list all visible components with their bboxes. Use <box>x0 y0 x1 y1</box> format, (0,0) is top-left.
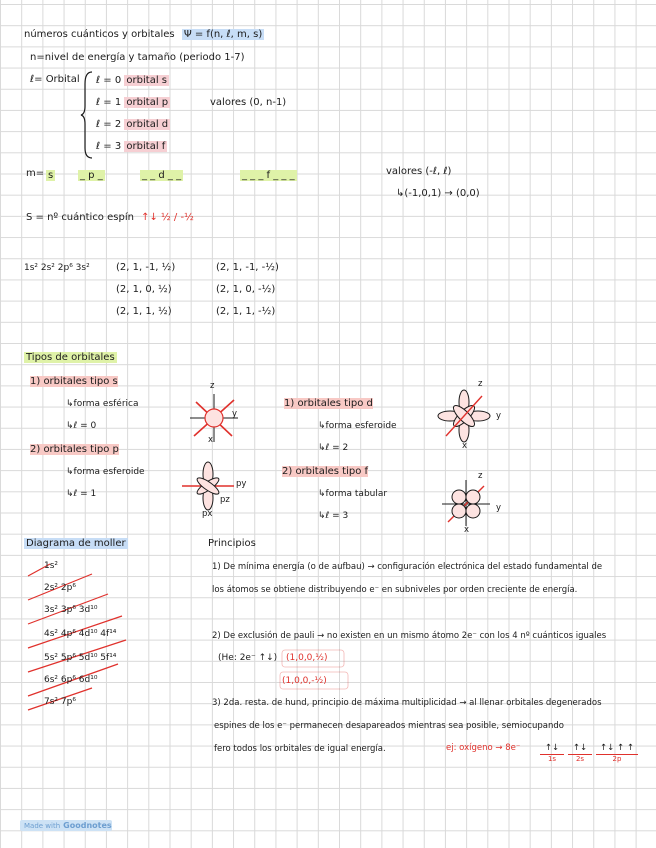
l-brace <box>80 70 94 160</box>
l-item-3: ℓ = 3 orbital f <box>96 141 166 152</box>
orbital-p-axis-py: py <box>236 479 247 489</box>
orbital-p-axis-px: px <box>202 509 213 519</box>
principios-title: Principios <box>208 538 256 549</box>
orbital-s-l: ↳ℓ = 0 <box>66 421 97 431</box>
moller-row-2: 3s² 3p⁶ 3d¹⁰ <box>44 605 98 615</box>
l-item-0: ℓ = 0 orbital s <box>96 75 167 86</box>
orbital-s-axis-z: z <box>210 381 215 391</box>
principio-2-brackets <box>280 648 360 692</box>
moller-row-4: 5s² 5p⁶ 5d¹⁰ 5f¹⁴ <box>44 653 117 663</box>
tipos-title: Tipos de orbitales <box>26 352 115 363</box>
oxygen-box-2s: ↑↓ 2s <box>568 742 592 764</box>
orbital-p-axis-pz: pz <box>220 495 230 505</box>
orbital-s-axis-y: y <box>232 409 238 419</box>
m-values: valores (-ℓ, ℓ) <box>386 166 452 177</box>
orbital-f-diagram <box>438 478 494 528</box>
oxygen-box-2p: ↑↓ ↑ ↑ 2p <box>596 742 638 764</box>
moller-row-5: 6s² 6p⁶ 6d¹⁰ <box>44 675 98 685</box>
orbital-f-l: ↳ℓ = 3 <box>318 511 349 521</box>
m-group-d: _ _ d _ _ <box>142 170 182 181</box>
orbital-s-axis-x: x <box>208 435 214 445</box>
principio-2: 2) De exclusión de pauli → no existen en un mismo átomo 2e⁻ con los 4 nº cuánticos iguales <box>212 631 607 641</box>
orbital-d-diagram <box>436 386 492 446</box>
principio-3-line-2: fero todos los orbitales de igual energía. <box>214 744 386 754</box>
m-group-p: _ p _ <box>80 170 103 181</box>
principio-3-line-1: espines de los e⁻ permanecen desapareados mientras sea posible, semiocupando <box>214 721 564 731</box>
oxygen-box-1s: ↑↓ 1s <box>540 742 564 764</box>
s-definition: S = nº cuántico espín ↑↓ ½ / -½ <box>26 212 194 223</box>
moller-row-3: 4s² 4p⁶ 4d¹⁰ 4f¹⁴ <box>44 629 117 639</box>
page-title <box>24 29 264 41</box>
principio-3-line-0: 3) 2da. resta. de hund, principio de máxima multiplicidad → al llenar orbitales degenerados <box>212 698 602 708</box>
m-example: ↳(-1,0,1) → (0,0) <box>396 188 480 199</box>
orbital-p-shape: ↳forma esferoide <box>66 467 145 477</box>
moller-row-6: 7s² 7p⁶ <box>44 697 76 707</box>
l-label: ℓ= Orbital <box>30 74 80 85</box>
orbital-f-axis-x: x <box>464 525 470 535</box>
orbital-d-l: ↳ℓ = 2 <box>318 443 349 453</box>
goodnotes-watermark: Made with Goodnotes <box>20 820 112 831</box>
orbital-d-title: 1) orbitales tipo d <box>284 398 373 409</box>
principio-2-example: (He: 2e⁻ ↑↓) <box>218 653 278 663</box>
l-item-2: ℓ = 2 orbital d <box>96 119 169 130</box>
orbital-p-title: 2) orbitales tipo p <box>30 444 119 455</box>
principio-2-set-1: (1,0,0,-½) <box>282 676 327 686</box>
principio-1-line-1: los átomos se obtiene distribuyendo e⁻ en subniveles por orden creciente de energía. <box>212 585 578 595</box>
l-item-1: ℓ = 1 orbital p <box>96 97 169 108</box>
principio-3-example: ej: oxígeno → 8e⁻ <box>446 743 521 753</box>
moller-row-0: 1s² <box>44 561 59 571</box>
orbital-s-shape: ↳forma esférica <box>66 399 139 409</box>
s-values: ↑↓ ½ / -½ <box>141 212 194 223</box>
quantum-set-left-0: (2, 1, -1, ½) <box>116 262 176 273</box>
orbital-d-axis-y: y <box>496 411 502 421</box>
electron-config: 1s² 2s² 2p⁶ 3s² <box>24 263 90 273</box>
title-text: números cuánticos y orbitales <box>24 29 175 40</box>
moller-title: Diagrama de moller <box>26 538 126 549</box>
orbital-d-axis-z: z <box>478 379 483 389</box>
quantum-set-right-2: (2, 1, 1, -½) <box>216 306 276 317</box>
title-formula: Ψ = f(n, ℓ, m, s) <box>183 29 263 40</box>
orbital-d-shape: ↳forma esferoide <box>318 421 397 431</box>
orbital-s-title: 1) orbitales tipo s <box>30 376 118 387</box>
orbital-f-shape: ↳forma tabular <box>318 489 388 499</box>
quantum-set-left-2: (2, 1, 1, ½) <box>116 306 172 317</box>
principio-2-set-0: (1,0,0,½) <box>286 653 328 663</box>
principio-1-line-0: 1) De mínima energía (o de aufbau) → configuración electrónica del estado fundamental de <box>212 562 603 572</box>
moller-row-1: 2s² 2p⁶ <box>44 583 76 593</box>
orbital-p-l: ↳ℓ = 1 <box>66 489 97 499</box>
quantum-set-left-1: (2, 1, 0, ½) <box>116 284 172 295</box>
orbital-d-axis-x: x <box>462 441 468 451</box>
m-label: m= <box>26 168 45 179</box>
m-group-f: _ _ _ f _ _ _ <box>242 170 295 181</box>
quantum-set-right-1: (2, 1, 0, -½) <box>216 284 276 295</box>
quantum-set-right-0: (2, 1, -1, -½) <box>216 262 279 273</box>
m-group-s: s <box>48 170 54 181</box>
orbital-f-title: 2) orbitales tipo f <box>282 466 369 477</box>
orbital-f-axis-y: y <box>496 503 502 513</box>
orbital-f-axis-z: z <box>478 471 483 481</box>
n-definition: n=nivel de energía y tamaño (periodo 1-7) <box>30 52 245 63</box>
l-values: valores (0, n-1) <box>210 97 287 108</box>
